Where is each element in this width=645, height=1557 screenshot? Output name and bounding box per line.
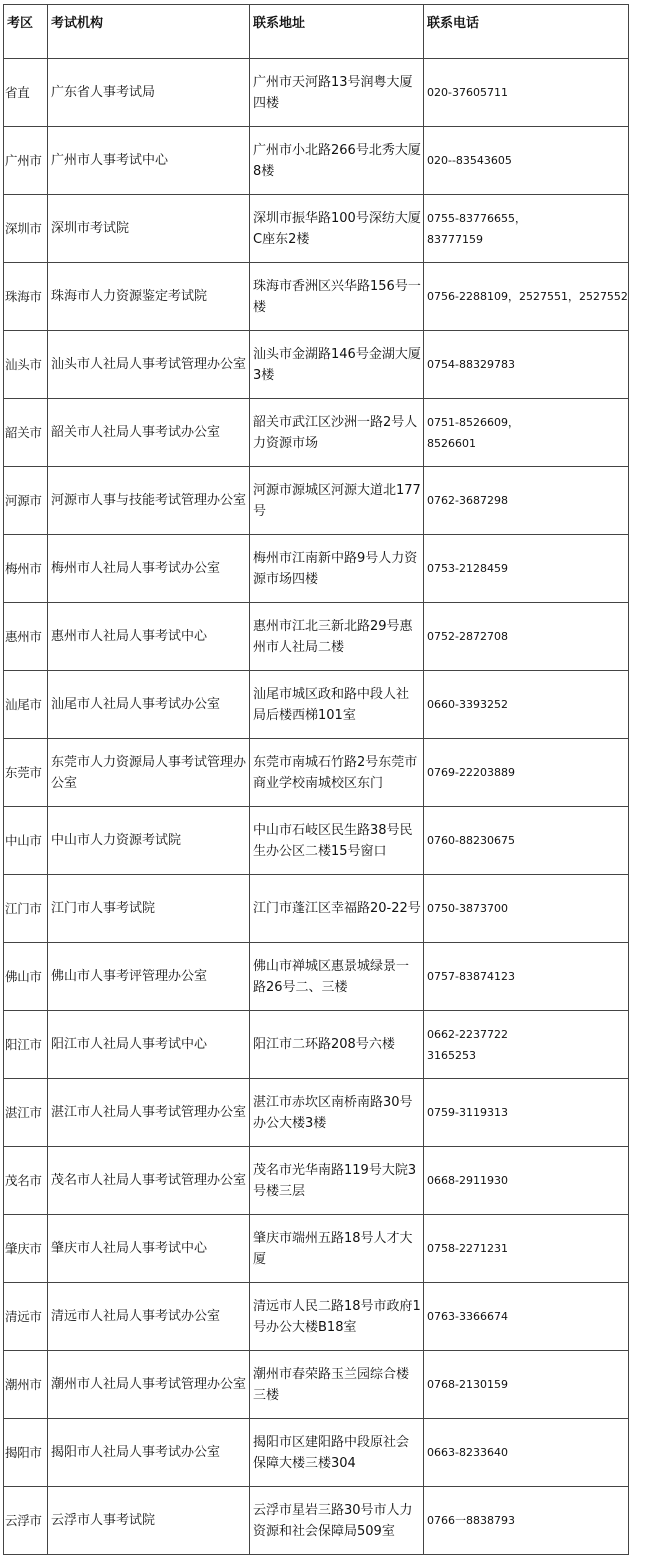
region-cell: 惠州市 xyxy=(4,603,48,671)
region-cell: 汕头市 xyxy=(4,331,48,399)
phone-number: 0762-3687298 xyxy=(427,494,508,507)
organization-cell: 深圳市考试院 xyxy=(48,195,250,263)
address-cell: 深圳市振华路100号深纺大厦C座东2楼 xyxy=(250,195,424,263)
table-row xyxy=(4,1147,629,1215)
table-row xyxy=(4,1487,629,1555)
phone-cell xyxy=(424,603,629,671)
phone-cell xyxy=(424,127,629,195)
region-cell: 茂名市 xyxy=(4,1147,48,1215)
region-cell: 东莞市 xyxy=(4,739,48,807)
address-cell: 茂名市光华南路119号大院3号楼三层 xyxy=(250,1147,424,1215)
phone-cell xyxy=(424,1079,629,1147)
phone-number: 0660-3393252 xyxy=(427,698,508,711)
phone-number: 0662-2237722 xyxy=(427,1027,508,1041)
region-cell: 湛江市 xyxy=(4,1079,48,1147)
header-row xyxy=(4,5,629,59)
table-row xyxy=(4,1351,629,1419)
address-cell: 珠海市香洲区兴华路156号一楼 xyxy=(250,263,424,331)
address-cell: 清远市人民二路18号市政府1号办公大楼B18室 xyxy=(250,1283,424,1351)
table-row xyxy=(4,1079,629,1147)
region-cell: 梅州市 xyxy=(4,535,48,603)
phone-number: 0750-3873700 xyxy=(427,902,508,915)
phone-cell xyxy=(424,467,629,535)
region-cell: 汕尾市 xyxy=(4,671,48,739)
organization-cell: 珠海市人力资源鉴定考试院 xyxy=(48,263,250,331)
organization-cell: 韶关市人社局人事考试办公室 xyxy=(48,399,250,467)
table-row xyxy=(4,399,629,467)
header-organization: 考试机构 xyxy=(48,5,250,59)
organization-cell: 中山市人力资源考试院 xyxy=(48,807,250,875)
phone-number: 0763-3366674 xyxy=(427,1310,508,1323)
phone-cell xyxy=(424,1351,629,1419)
address-cell: 江门市蓬江区幸福路20-22号 xyxy=(250,875,424,943)
organization-cell: 汕头市人社局人事考试管理办公室 xyxy=(48,331,250,399)
phone-cell xyxy=(424,263,629,331)
region-cell: 广州市 xyxy=(4,127,48,195)
region-cell: 珠海市 xyxy=(4,263,48,331)
phone-cell xyxy=(424,807,629,875)
address-cell: 广州市天河路13号润粤大厦四楼 xyxy=(250,59,424,127)
table-row xyxy=(4,671,629,739)
phone-number: 0752-2872708 xyxy=(427,630,508,643)
region-cell: 肇庆市 xyxy=(4,1215,48,1283)
table-row xyxy=(4,1011,629,1079)
address-cell: 阳江市二环路208号六楼 xyxy=(250,1011,424,1079)
header-address: 联系地址 xyxy=(250,5,424,59)
address-cell: 梅州市江南新中路9号人力资源市场四楼 xyxy=(250,535,424,603)
address-cell: 惠州市江北三新北路29号惠州市人社局二楼 xyxy=(250,603,424,671)
table-row xyxy=(4,739,629,807)
region-cell: 深圳市 xyxy=(4,195,48,263)
table-row xyxy=(4,807,629,875)
region-cell: 中山市 xyxy=(4,807,48,875)
region-cell: 揭阳市 xyxy=(4,1419,48,1487)
organization-cell: 茂名市人社局人事考试管理办公室 xyxy=(48,1147,250,1215)
phone-number: 0769-22203889 xyxy=(427,766,515,779)
table-row xyxy=(4,1283,629,1351)
organization-cell: 清远市人社局人事考试办公室 xyxy=(48,1283,250,1351)
table-row xyxy=(4,535,629,603)
phone-cell xyxy=(424,875,629,943)
address-cell: 河源市源城区河源大道北177号 xyxy=(250,467,424,535)
organization-cell: 肇庆市人社局人事考试中心 xyxy=(48,1215,250,1283)
phone-cell xyxy=(424,399,629,467)
region-cell: 佛山市 xyxy=(4,943,48,1011)
address-cell: 韶关市武江区沙洲一路2号人力资源市场 xyxy=(250,399,424,467)
phone-number: 0756-2288109，2527551，2527552 xyxy=(427,290,628,303)
table-row xyxy=(4,59,629,127)
table-header xyxy=(4,5,629,59)
table-row xyxy=(4,943,629,1011)
phone-cell xyxy=(424,1283,629,1351)
table-row xyxy=(4,127,629,195)
phone-cell xyxy=(424,1419,629,1487)
header-region: 考区 xyxy=(4,5,48,59)
phone-cell xyxy=(424,535,629,603)
header-phone: 联系电话 xyxy=(424,5,629,59)
region-cell: 阳江市 xyxy=(4,1011,48,1079)
phone-number: 0766一8838793 xyxy=(427,1514,515,1527)
phone-number: 0663-8233640 xyxy=(427,1446,508,1459)
organization-cell: 汕尾市人社局人事考试办公室 xyxy=(48,671,250,739)
organization-cell: 广东省人事考试局 xyxy=(48,59,250,127)
phone-cell xyxy=(424,1487,629,1555)
region-cell: 省直 xyxy=(4,59,48,127)
table-row xyxy=(4,603,629,671)
address-cell: 汕头市金湖路146号金湖大厦3楼 xyxy=(250,331,424,399)
address-cell: 肇庆市端州五路18号人才大厦 xyxy=(250,1215,424,1283)
address-cell: 汕尾市城区政和路中段人社局后楼西梯101室 xyxy=(250,671,424,739)
organization-cell: 梅州市人社局人事考试办公室 xyxy=(48,535,250,603)
phone-number: 0753-2128459 xyxy=(427,562,508,575)
organization-cell: 揭阳市人社局人事考试办公室 xyxy=(48,1419,250,1487)
table-row xyxy=(4,875,629,943)
address-cell: 广州市小北路266号北秀大厦8楼 xyxy=(250,127,424,195)
address-cell: 中山市石岐区民生路38号民生办公区二楼15号窗口 xyxy=(250,807,424,875)
organization-cell: 阳江市人社局人事考试中心 xyxy=(48,1011,250,1079)
phone-number: 020--83543605 xyxy=(427,154,512,167)
phone-number: 0755-83776655， xyxy=(427,211,526,225)
exam-office-contact-table xyxy=(3,4,629,1555)
table-row xyxy=(4,1419,629,1487)
address-cell: 湛江市赤坎区南桥南路30号办公大楼3楼 xyxy=(250,1079,424,1147)
organization-cell: 广州市人事考试中心 xyxy=(48,127,250,195)
phone-cell xyxy=(424,1011,629,1079)
phone-number: 0768-2130159 xyxy=(427,1378,508,1391)
table-row xyxy=(4,331,629,399)
organization-cell: 湛江市人社局人事考试管理办公室 xyxy=(48,1079,250,1147)
organization-cell: 河源市人事与技能考试管理办公室 xyxy=(48,467,250,535)
phone-number: 0759-3119313 xyxy=(427,1106,508,1119)
organization-cell: 江门市人事考试院 xyxy=(48,875,250,943)
phone-number: 020-37605711 xyxy=(427,86,508,99)
address-cell: 云浮市星岩三路30号市人力资源和社会保障局509室 xyxy=(250,1487,424,1555)
address-cell: 佛山市禅城区惠景城绿景一路26号二、三楼 xyxy=(250,943,424,1011)
table-row xyxy=(4,467,629,535)
phone-number: 0758-2271231 xyxy=(427,1242,508,1255)
region-cell: 韶关市 xyxy=(4,399,48,467)
address-cell: 潮州市春荣路玉兰园综合楼三楼 xyxy=(250,1351,424,1419)
phone-number: 8526601 xyxy=(427,436,476,450)
phone-number: 0751-8526609， xyxy=(427,415,519,429)
organization-cell: 佛山市人事考评管理办公室 xyxy=(48,943,250,1011)
phone-cell xyxy=(424,943,629,1011)
region-cell: 云浮市 xyxy=(4,1487,48,1555)
region-cell: 清远市 xyxy=(4,1283,48,1351)
phone-cell xyxy=(424,1215,629,1283)
phone-cell xyxy=(424,671,629,739)
table-row xyxy=(4,195,629,263)
region-cell: 河源市 xyxy=(4,467,48,535)
phone-number: 0668-2911930 xyxy=(427,1174,508,1187)
phone-cell xyxy=(424,195,629,263)
address-cell: 东莞市南城石竹路2号东莞市商业学校南城校区东门 xyxy=(250,739,424,807)
phone-number: 83777159 xyxy=(427,232,483,246)
organization-cell: 潮州市人社局人事考试管理办公室 xyxy=(48,1351,250,1419)
table-row xyxy=(4,1215,629,1283)
phone-cell xyxy=(424,739,629,807)
phone-number: 0757-83874123 xyxy=(427,970,515,983)
organization-cell: 惠州市人社局人事考试中心 xyxy=(48,603,250,671)
phone-cell xyxy=(424,1147,629,1215)
table-body xyxy=(4,59,629,1555)
phone-number: 3165253 xyxy=(427,1048,476,1062)
region-cell: 潮州市 xyxy=(4,1351,48,1419)
organization-cell: 东莞市人力资源局人事考试管理办公室 xyxy=(48,739,250,807)
organization-cell: 云浮市人事考试院 xyxy=(48,1487,250,1555)
address-cell: 揭阳市区建阳路中段原社会保障大楼三楼304 xyxy=(250,1419,424,1487)
phone-cell xyxy=(424,59,629,127)
region-cell: 江门市 xyxy=(4,875,48,943)
table-row xyxy=(4,263,629,331)
phone-cell xyxy=(424,331,629,399)
phone-number: 0754-88329783 xyxy=(427,358,515,371)
phone-number: 0760-88230675 xyxy=(427,834,515,847)
